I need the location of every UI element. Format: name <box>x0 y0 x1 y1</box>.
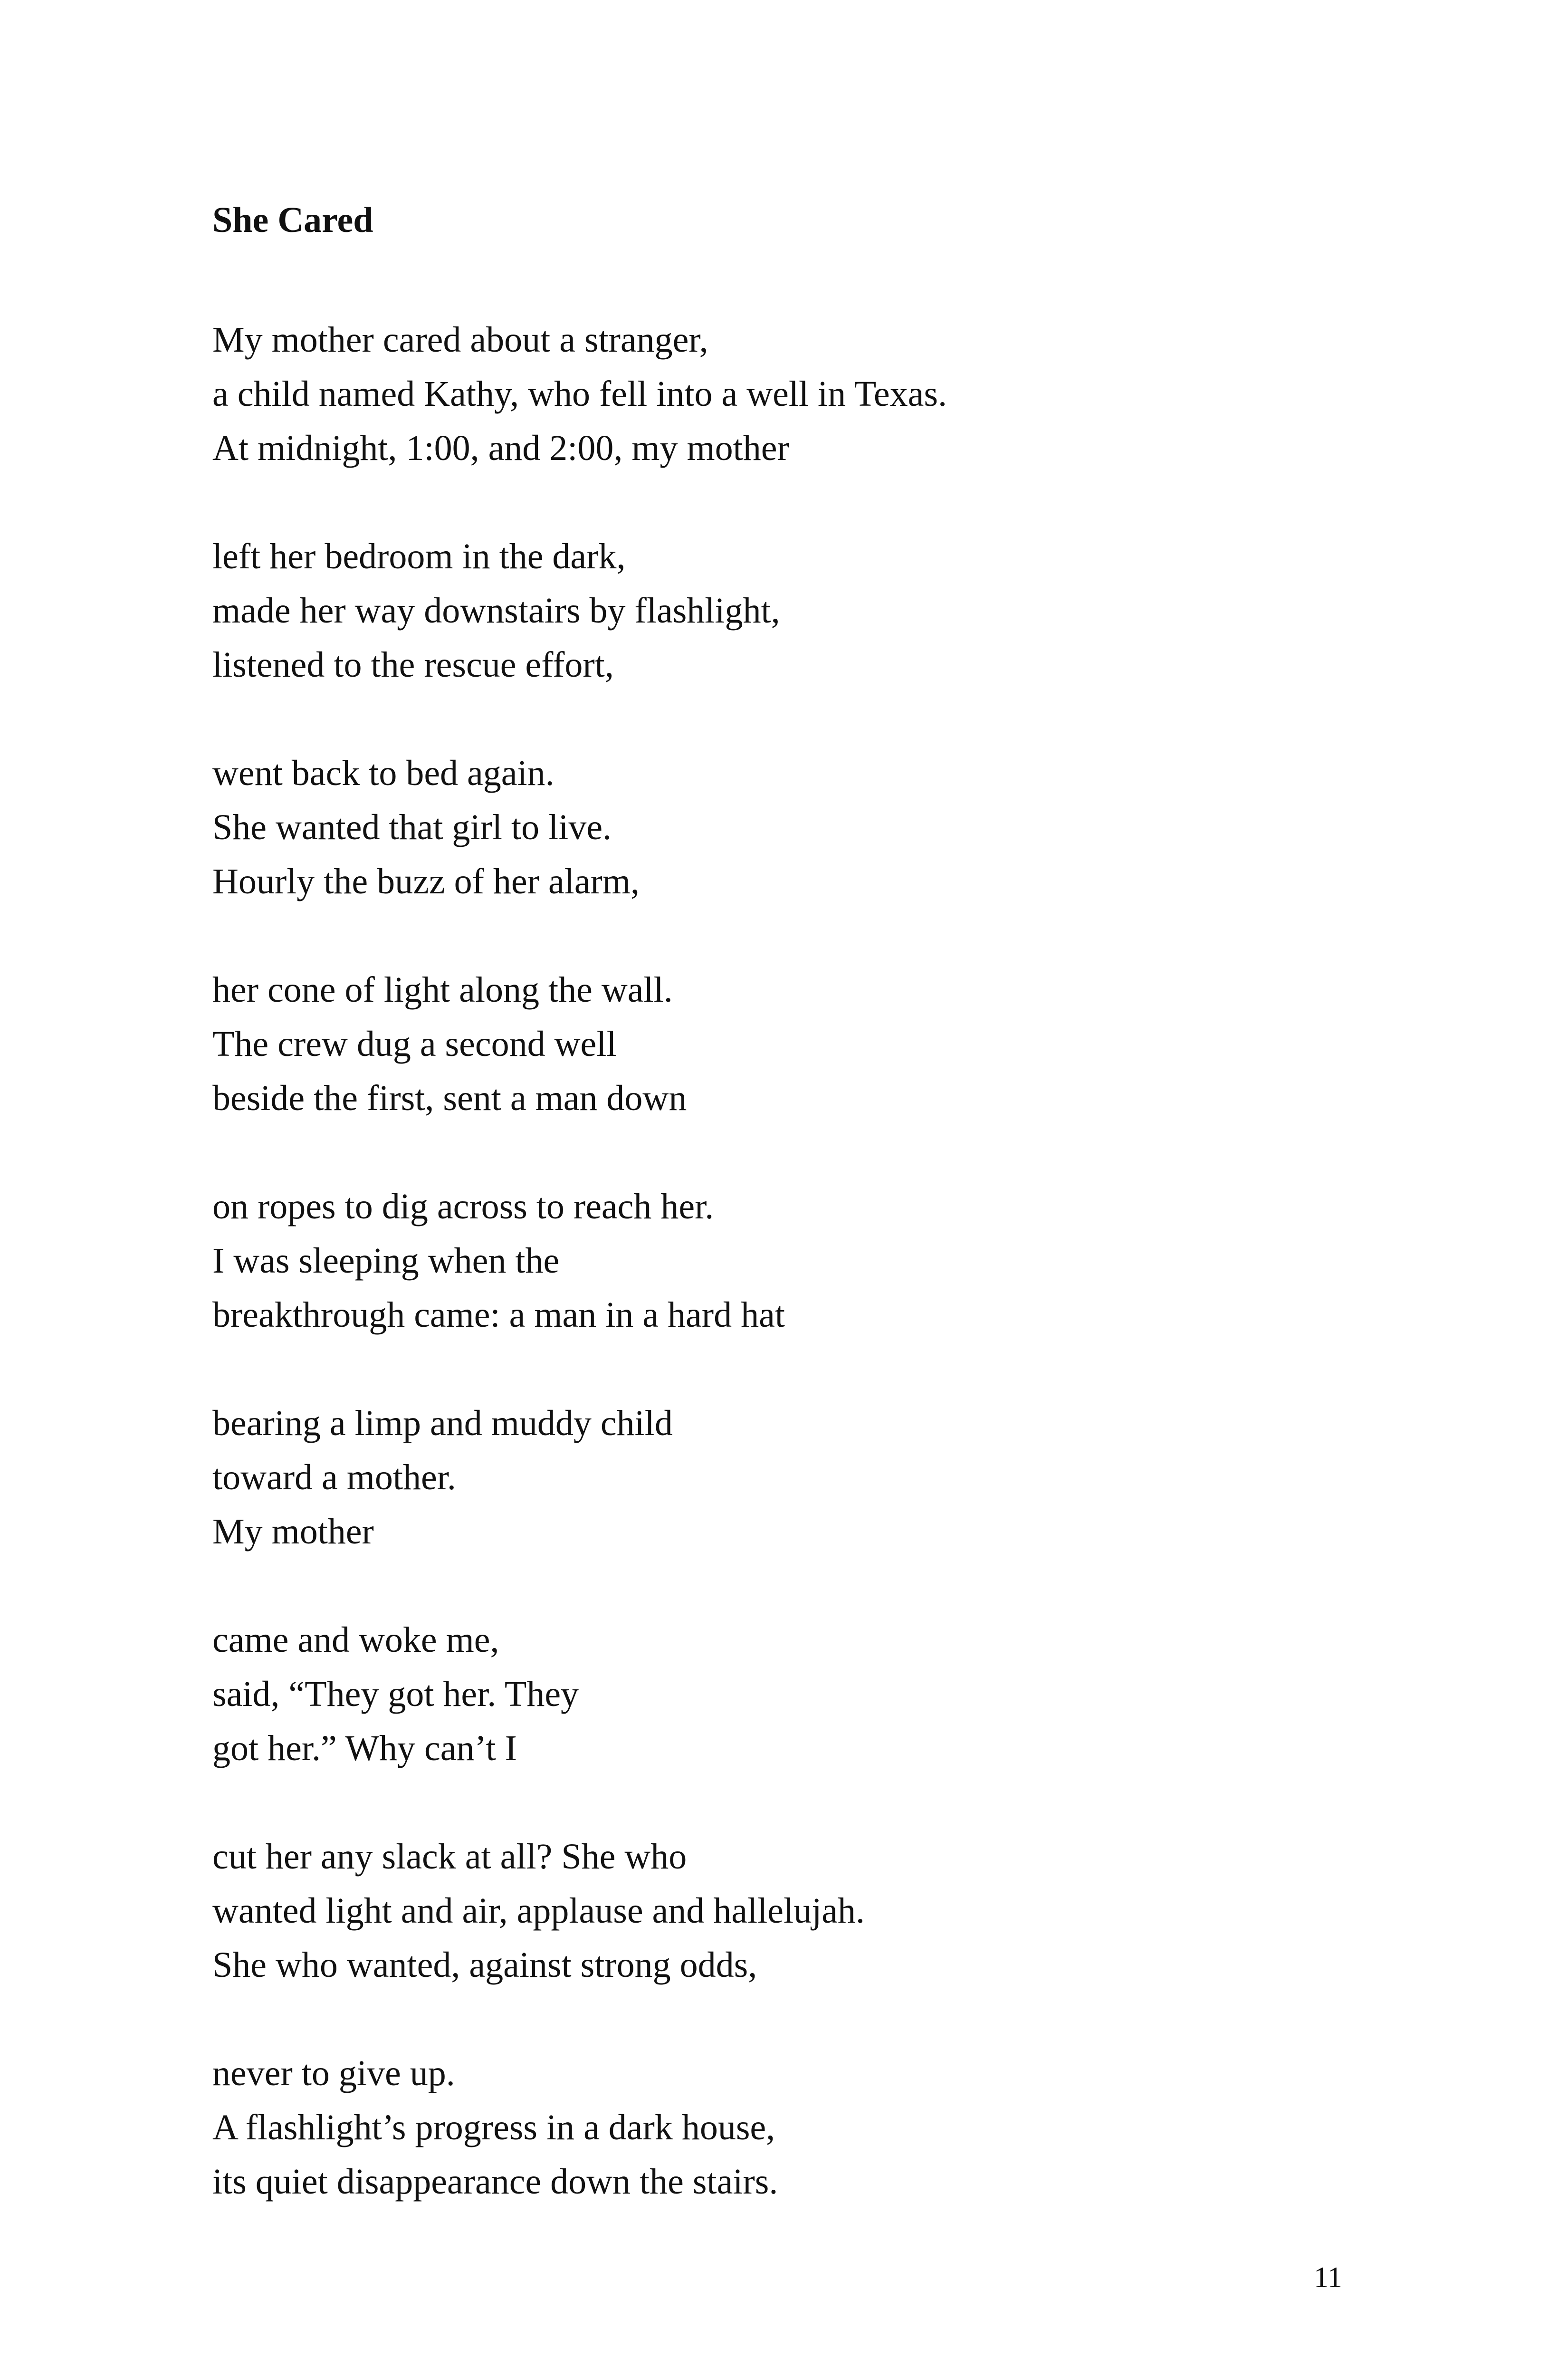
page-number: 11 <box>1314 2261 1342 2294</box>
poem-line: said, “They got her. They <box>212 1674 579 1714</box>
poem-line: its quiet disappearance down the stairs. <box>212 2162 778 2202</box>
stanza-8 <box>212 1830 947 1992</box>
stanza-2 <box>212 529 947 692</box>
poem-body <box>212 313 947 2209</box>
poem-line: My mother <box>212 1512 374 1552</box>
stanza-5 <box>212 1179 947 1342</box>
poem-line: beside the first, sent a man down <box>212 1078 687 1118</box>
poem-line: her cone of light along the wall. <box>212 970 673 1010</box>
stanza-3 <box>212 746 947 909</box>
poem-line: a child named Kathy, who fell into a well in Texas. <box>212 374 947 414</box>
poem-line: toward a mother. <box>212 1457 456 1497</box>
poem-line: got her.” Why can’t I <box>212 1728 517 1768</box>
poem-line: The crew dug a second well <box>212 1024 617 1064</box>
poem-line: At midnight, 1:00, and 2:00, my mother <box>212 428 789 468</box>
poem-line: listened to the rescue effort, <box>212 645 614 685</box>
stanza-4 <box>212 963 947 1125</box>
poem-line: never to give up. <box>212 2053 455 2093</box>
poem-line: Hourly the buzz of her alarm, <box>212 862 640 901</box>
stanza-9 <box>212 2046 947 2209</box>
stanza-1 <box>212 313 947 475</box>
poem-line: on ropes to dig across to reach her. <box>212 1187 714 1226</box>
poem-line: A flashlight’s progress in a dark house, <box>212 2108 775 2147</box>
poem-line: went back to bed again. <box>212 753 555 793</box>
poem-line: She who wanted, against strong odds, <box>212 1945 757 1985</box>
poem-line: breakthrough came: a man in a hard hat <box>212 1295 785 1335</box>
stanza-7 <box>212 1613 947 1775</box>
stanza-6 <box>212 1396 947 1559</box>
poem-line: made her way downstairs by flashlight, <box>212 591 780 631</box>
poem-line: wanted light and air, applause and hallelujah. <box>212 1891 865 1931</box>
poem-line: She wanted that girl to live. <box>212 807 612 847</box>
poem-line: bearing a limp and muddy child <box>212 1403 673 1443</box>
poem-line: came and woke me, <box>212 1620 499 1660</box>
poem-title: She Cared <box>212 200 373 240</box>
poem-line: cut her any slack at all? She who <box>212 1837 687 1877</box>
poem-line: left her bedroom in the dark, <box>212 537 626 576</box>
poem-line: I was sleeping when the <box>212 1241 560 1281</box>
poem-line: My mother cared about a stranger, <box>212 320 708 360</box>
